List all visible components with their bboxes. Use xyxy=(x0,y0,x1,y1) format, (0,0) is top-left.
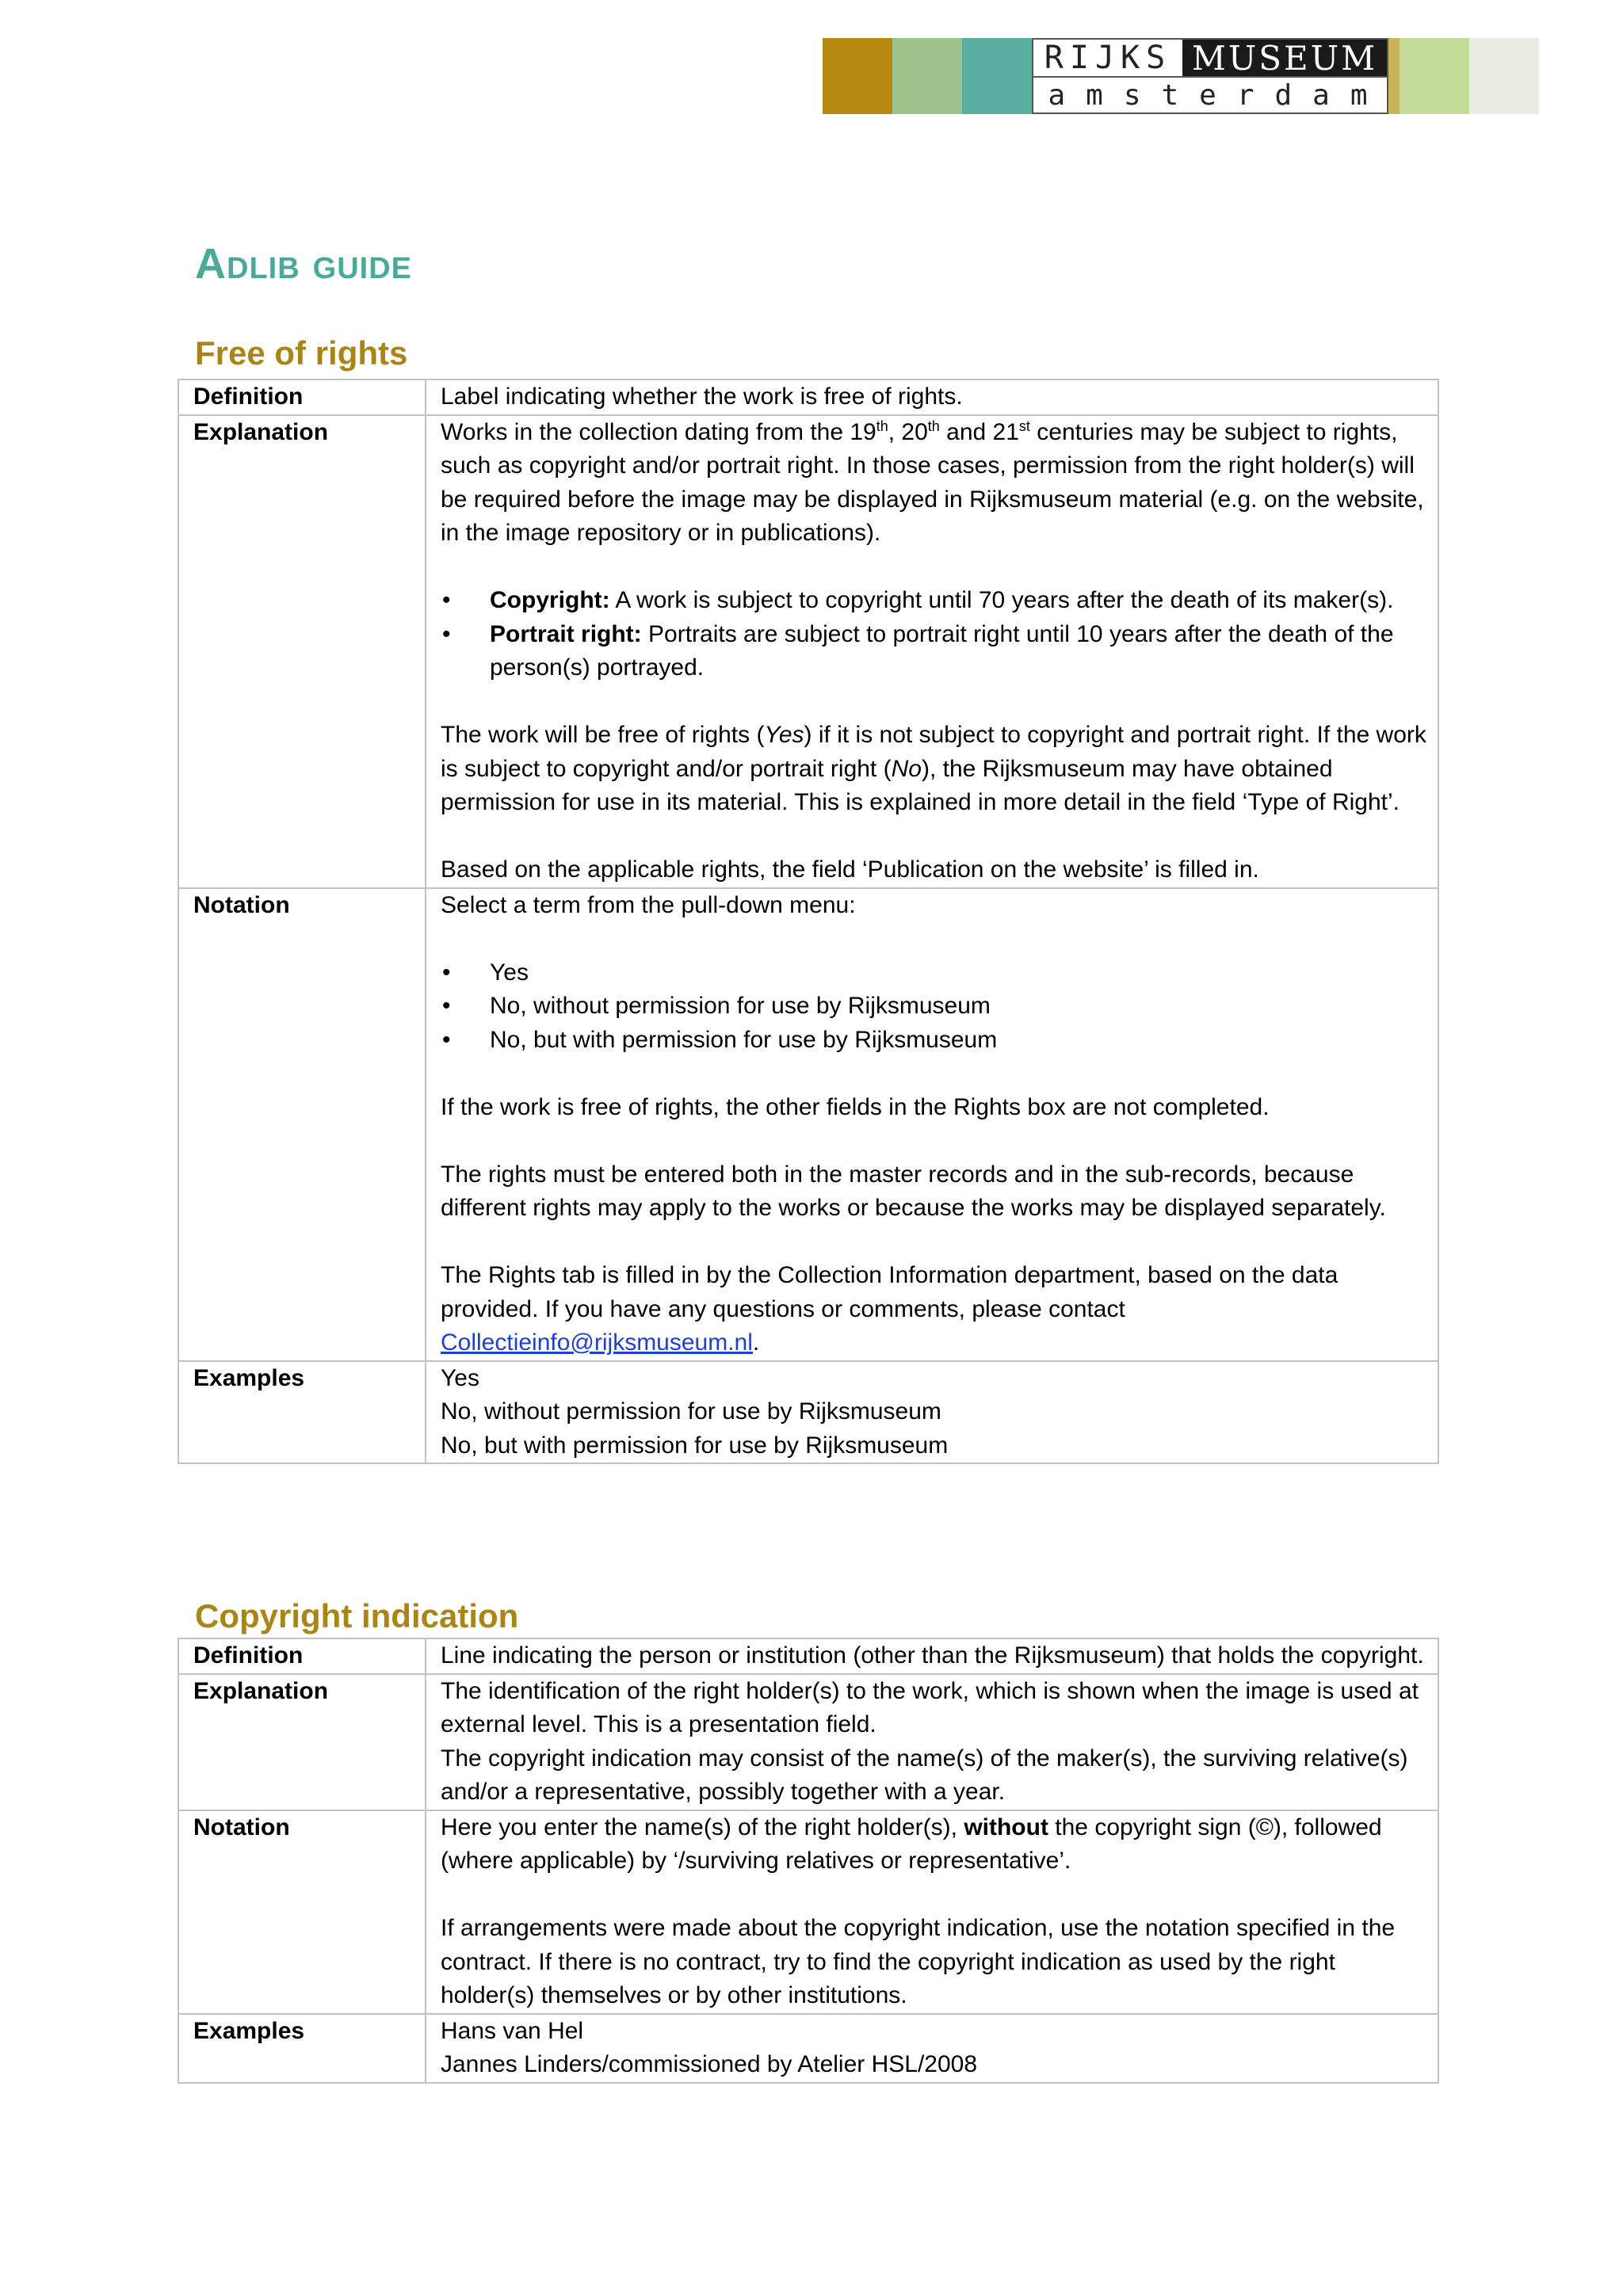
copyright-indication-table xyxy=(178,1638,1439,2084)
row-label: Examples xyxy=(178,2014,426,2083)
table-row xyxy=(178,1361,1438,1464)
explanation-paragraph: Works in the collection dating from the 19th, 20th and 21st centuries may be subject to rights, such as copyright and/or portrait right. In those cases, permission from the right holder(s) will be required before the image may be displayed in Rijksmuseum material (e.g. on the website, in the image repository or in publications). xyxy=(441,418,1424,546)
row-value xyxy=(426,888,1438,1361)
row-label: Explanation xyxy=(178,415,426,888)
list-item: • Portrait right: Portraits are subject to portrait right until 10 years after the death of the person(s) portrayed. xyxy=(441,618,1426,685)
row-label: Notation xyxy=(178,1810,426,2014)
list-item: • Yes xyxy=(441,956,1426,990)
row-value xyxy=(426,415,1438,888)
table-row xyxy=(178,379,1438,415)
example-line: Yes xyxy=(441,1364,479,1391)
notation-paragraph: The rights must be entered both in the master records and in the sub-records, because different rights may apply to the works or because the works may be displayed separately. xyxy=(441,1161,1386,1221)
notation-paragraph: Here you enter the name(s) of the right holder(s), without the copyright sign (©), followed (where applicable) by ‘/surviving relatives or representative’. xyxy=(441,1814,1382,1874)
row-value xyxy=(426,1810,1438,2014)
row-label: Explanation xyxy=(178,1674,426,1810)
list-item: • Copyright: A work is subject to copyright until 70 years after the death of its maker(s). xyxy=(441,584,1426,618)
row-label: Examples xyxy=(178,1361,426,1464)
logo-color-block xyxy=(823,38,892,114)
row-label: Definition xyxy=(178,379,426,415)
table-row xyxy=(178,415,1438,888)
list-item: • No, without permission for use by Rijksmuseum xyxy=(441,990,1426,1024)
table-row xyxy=(178,1810,1438,2014)
explanation-paragraph: The work will be free of rights (Yes) if it is not subject to copyright and portrait right. If the work is subject to copyright and/or portrait right (No), the Rijksmuseum may have obtained permission for use in its material. This is explained in more detail in the field ‘Type of Right’. xyxy=(441,722,1426,815)
logo-color-block xyxy=(1388,38,1400,114)
table-row xyxy=(178,1638,1438,1674)
example-line: Hans van Hel xyxy=(441,2017,584,2044)
example-line: Jannes Linders/commissioned by Atelier HSL/2008 xyxy=(441,2051,978,2077)
row-value: Label indicating whether the work is free of rights. xyxy=(426,379,1438,415)
explanation-paragraph: Based on the applicable rights, the field ‘Publication on the website’ is filled in. xyxy=(441,856,1259,883)
logo-color-block xyxy=(962,38,1032,114)
example-line: No, without permission for use by Rijksmuseum xyxy=(441,1398,941,1425)
notation-paragraph: The Rights tab is filled in by the Collection Information department, based on the data provided. If you have any questions or comments, please contact Collectieinfo@rijksmuseum.nl. xyxy=(441,1262,1338,1356)
table-row xyxy=(178,888,1438,1361)
email-link[interactable]: Collectieinfo@rijksmuseum.nl xyxy=(441,1329,753,1356)
list-item: • No, but with permission for use by Rijksmuseum xyxy=(441,1024,1426,1058)
example-line: No, but with permission for use by Rijksmuseum xyxy=(441,1432,949,1459)
explanation-paragraph: The identification of the right holder(s) to the work, which is shown when the image is used at external level. This is a presentation field. xyxy=(441,1677,1419,1737)
section-title-copyright-indication: Copyright indication xyxy=(195,1597,519,1634)
section-title-free-of-rights: Free of rights xyxy=(195,334,408,372)
explanation-paragraph: The copyright indication may consist of the name(s) of the maker(s), the surviving relative(s) and/or a representative, possibly together with a year. xyxy=(441,1745,1408,1805)
table-row xyxy=(178,1674,1438,1810)
pulldown-options-list xyxy=(441,956,1426,1058)
row-value: Line indicating the person or institution (other than the Rijksmuseum) that holds the copyright. xyxy=(426,1638,1438,1674)
notation-paragraph: If the work is free of rights, the other fields in the Rights box are not completed. xyxy=(441,1093,1270,1120)
rijksmuseum-logo xyxy=(823,38,1566,114)
rights-bullet-list xyxy=(441,584,1426,685)
table-row xyxy=(178,2014,1438,2083)
notation-intro: Select a term from the pull-down menu: xyxy=(441,891,856,918)
logo-wordmark xyxy=(1032,38,1388,114)
logo-color-block xyxy=(892,38,962,114)
logo-museum-text: MUSEUM xyxy=(1182,40,1387,76)
logo-rijks-text: RIJKS xyxy=(1044,40,1172,76)
logo-color-block xyxy=(1469,38,1539,114)
row-label: Notation xyxy=(178,888,426,1361)
notation-paragraph: If arrangements were made about the copyright indication, use the notation specified in the contract. If there is no contract, try to find the copyright indication as used by the right holder(s) themselves or by other institutions. xyxy=(441,1915,1396,2008)
free-of-rights-table xyxy=(178,379,1439,1464)
row-value xyxy=(426,1361,1438,1464)
logo-color-block xyxy=(1400,38,1469,114)
logo-amsterdam-text: amsterdam xyxy=(1033,76,1387,113)
row-label: Definition xyxy=(178,1638,426,1674)
row-value xyxy=(426,2014,1438,2083)
row-value xyxy=(426,1674,1438,1810)
document-title: Adlib guide xyxy=(195,240,412,288)
